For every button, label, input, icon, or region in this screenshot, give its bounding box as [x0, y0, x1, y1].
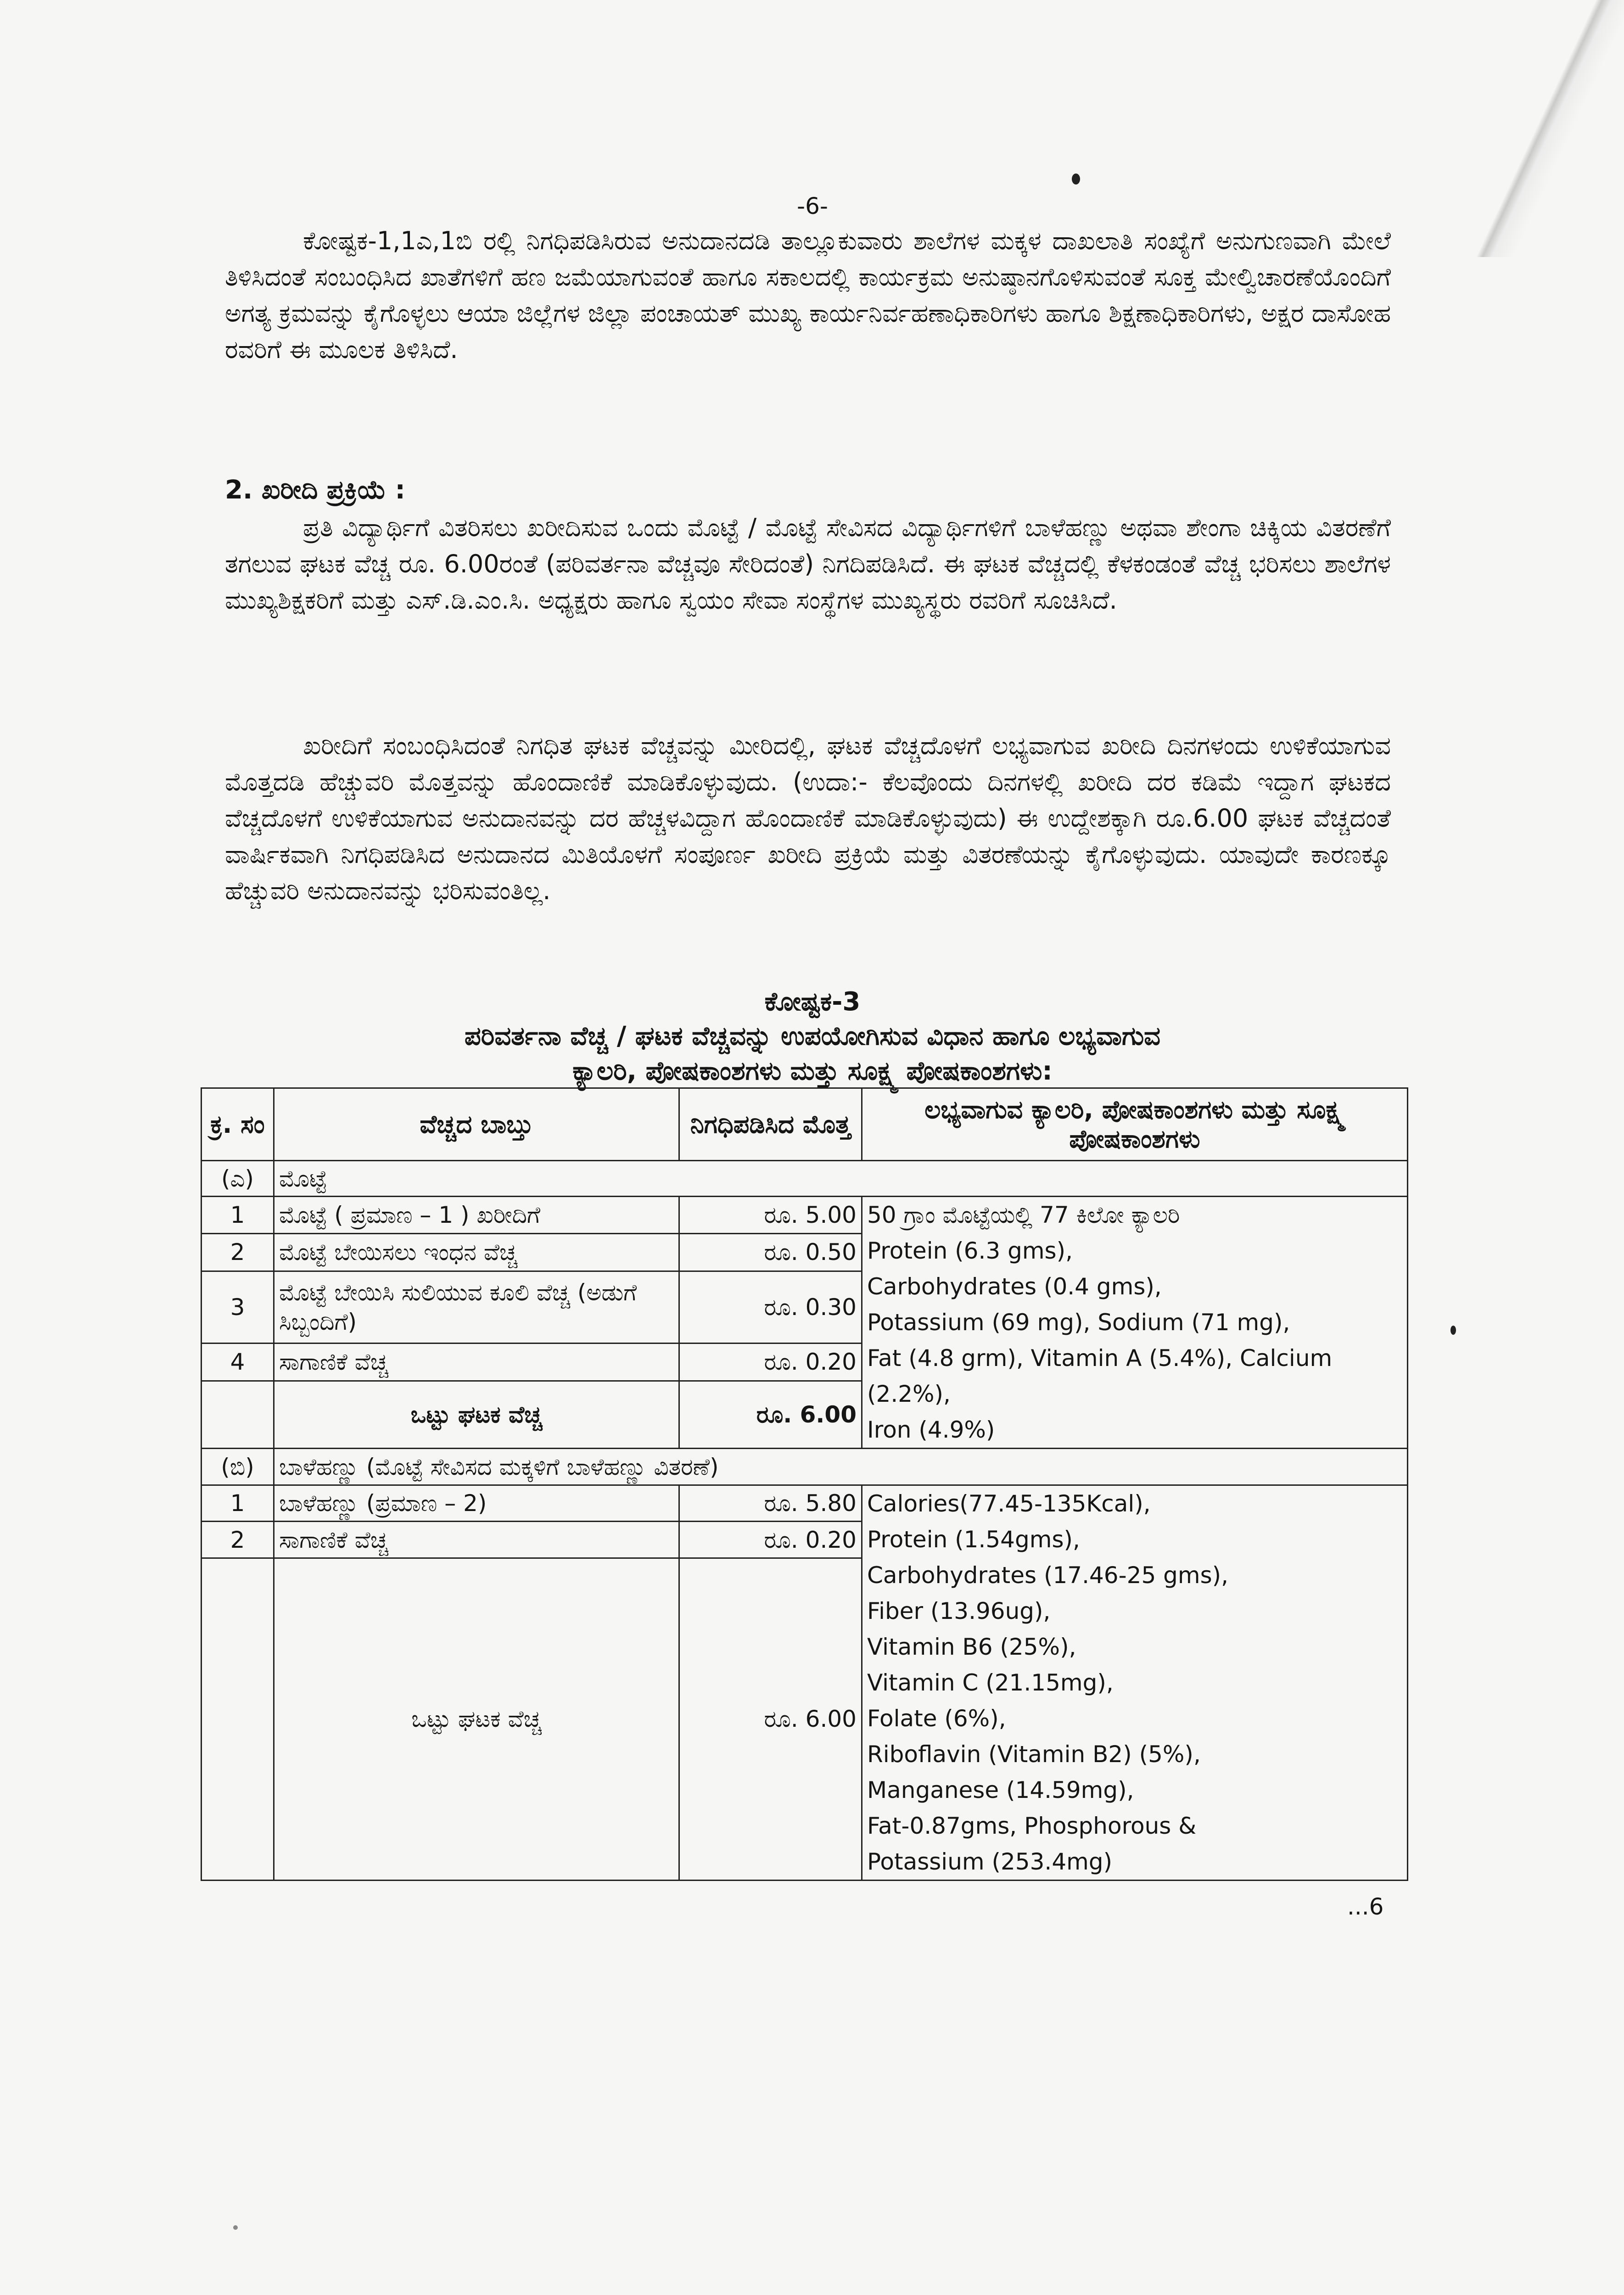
scan-speck [1072, 174, 1080, 185]
header-expense-item: ವೆಚ್ಚದ ಬಾಬ್ತು [274, 1088, 679, 1161]
total-amount: ರೂ. 6.00 [679, 1558, 862, 1880]
nutrient-line: Carbohydrates (0.4 gms), [867, 1273, 1162, 1300]
nutrient-line: Fat-0.87gms, Phosphorous & [867, 1813, 1197, 1839]
scan-speck [1450, 1326, 1456, 1335]
header-allotted-amount: ನಿಗಧಿಪಡಿಸಿದ ಮೊತ್ತ [679, 1088, 862, 1161]
row-amount: ರೂ. 5.80 [679, 1485, 862, 1522]
section-label: (ಬಿ) [202, 1449, 274, 1485]
table-caption-subtitle: ಕ್ಯಾಲರಿ, ಪೋಷಕಾಂಶಗಳು ಮತ್ತು ಸೂಕ್ಷ್ಮ ಪೋಷಕಾಂಶಗಳು: [572, 1056, 1053, 1086]
section-row-egg [202, 1161, 1408, 1197]
nutrient-line: Fiber (13.96ug), [867, 1598, 1051, 1624]
table-caption-title: ಪರಿವರ್ತನಾ ವೆಚ್ಚ / ಘಟಕ ವೆಚ್ಚವನ್ನು ಉಪಯೋಗಿಸುವ ವಿಧಾನ ಹಾಗೂ ಲಭ್ಯವಾಗುವ [464, 1021, 1161, 1051]
section-row-banana [202, 1449, 1408, 1485]
paragraph-unit-cost: ಪ್ರತಿ ವಿದ್ಯಾರ್ಥಿಗೆ ವಿತರಿಸಲು ಖರೀದಿಸುವ ಒಂದು ಮೊಟ್ಟೆ / ಮೊಟ್ಟೆ ಸೇವಿಸದ ವಿದ್ಯಾರ್ಥಿಗಳಿಗೆ ಬಾಳೆಹಣ್ಣು ಅಥವಾ ಶೇಂಗಾ ಚಿಕ್ಕಿಯ ವಿತರಣೆಗೆ ತಗಲುವ ಘಟಕ ವೆಚ್ಚ ರೂ. 6.00ರಂತೆ (ಪರಿವರ್ತನಾ ವೆಚ್ಚವೂ ಸೇರಿದಂತೆ) ನಿಗದಿಪಡಿಸಿದೆ. ಈ ಘಟಕ ವೆಚ್ಚದಲ್ಲಿ ಕೆಳಕಂಡಂತೆ ವೆಚ್ಚ ಭರಿಸಲು ಶಾಲೆಗಳ ಮುಖ್ಯಶಿಕ್ಷಕರಿಗೆ ಮತ್ತು ಎಸ್.ಡಿ.ಎಂ.ಸಿ. ಅಧ್ಯಕ್ಷರು ಹಾಗೂ ಸ್ವಯಂ ಸೇವಾ ಸಂಸ್ಥೆಗಳ ಮುಖ್ಯಸ್ಥರು ರವರಿಗೆ ಸೂಚಿಸಿದೆ. [225, 513, 1391, 615]
scan-speck [233, 2225, 238, 2230]
row-item: ಮೊಟ್ಟೆ ( ಪ್ರಮಾಣ – 1 ) ಖರೀದಿಗೆ [274, 1197, 679, 1234]
row-item: ಬಾಳೆಹಣ್ಣು (ಪ್ರಮಾಣ – 2) [274, 1485, 679, 1522]
nutrient-line: (2.2%), [867, 1381, 951, 1407]
nutrient-line: Potassium (253.4mg) [867, 1848, 1113, 1875]
row-serial: 1 [202, 1197, 274, 1234]
total-amount: ರೂ. 6.00 [679, 1381, 862, 1448]
nutrient-line: Potassium (69 mg), Sodium (71 mg), [867, 1309, 1290, 1336]
nutrient-line: Protein (6.3 gms), [867, 1237, 1073, 1264]
nutrient-line: Fat (4.8 grm), Vitamin A (5.4%), Calcium [867, 1345, 1333, 1371]
nutrient-line: 50 ಗ್ರಾಂ ಮೊಟ್ಟೆಯಲ್ಲಿ 77 ಕಿಲೋ ಕ್ಯಾಲರಿ [867, 1202, 1180, 1228]
section-heading-purchase-process: 2. ಖರೀದಿ ಪ್ರಕ್ರಿಯೆ : [225, 475, 405, 505]
row-item: ಮೊಟ್ಟೆ ಬೇಯಿಸಿ ಸುಲಿಯುವ ಕೂಲಿ ವೆಚ್ಚ (ಅಡುಗೆ ಸಿಬ್ಬಂದಿಗೆ) [274, 1271, 679, 1343]
row-serial: 1 [202, 1485, 274, 1522]
table-caption-number: ಕೋಷ್ಟಕ-3 [764, 987, 861, 1017]
row-serial: 2 [202, 1234, 274, 1271]
total-label: ಒಟ್ಟು ಘಟಕ ವೆಚ್ಚ [274, 1558, 679, 1880]
row-item: ಸಾಗಾಣಿಕೆ ವೆಚ್ಚ [274, 1522, 679, 1558]
row-item: ಮೊಟ್ಟೆ ಬೇಯಿಸಲು ಇಂಧನ ವೆಚ್ಚ [274, 1234, 679, 1271]
row-amount: ರೂ. 0.30 [679, 1271, 862, 1343]
page-number: -6- [797, 193, 828, 219]
nutrient-line: Carbohydrates (17.46-25 gms), [867, 1562, 1229, 1589]
total-label: ಒಟ್ಟು ಘಟಕ ವೆಚ್ಚ [274, 1381, 679, 1448]
nutrient-line: Manganese (14.59mg), [867, 1777, 1134, 1803]
cost-nutrient-table [201, 1087, 1408, 1881]
header-serial: ಕ್ರ. ಸಂ [202, 1088, 274, 1161]
row-serial: 3 [202, 1271, 274, 1343]
nutrient-line: Vitamin B6 (25%), [867, 1634, 1076, 1660]
section-label: (ಎ) [202, 1161, 274, 1197]
row-serial: 4 [202, 1343, 274, 1381]
section-title: ಬಾಳೆಹಣ್ಣು (ಮೊಟ್ಟೆ ಸೇವಿಸದ ಮಕ್ಕಳಿಗೆ ಬಾಳೆಹಣ್ಣು ವಿತರಣೆ) [274, 1449, 1408, 1485]
page-fold-shadow [1446, 0, 1624, 257]
row-amount: ರೂ. 5.00 [679, 1197, 862, 1234]
nutrient-line: Vitamin C (21.15mg), [867, 1669, 1114, 1696]
continued-marker: ...6 [1347, 1893, 1384, 1920]
row-serial: 2 [202, 1522, 274, 1558]
section-title: ಮೊಟ್ಟೆ [274, 1161, 1408, 1197]
nutrient-list-egg [862, 1197, 1408, 1449]
row-amount: ರೂ. 0.20 [679, 1522, 862, 1558]
nutrient-line: Folate (6%), [867, 1705, 1006, 1732]
paragraph-purchase-adjustment: ಖರೀದಿಗೆ ಸಂಬಂಧಿಸಿದಂತೆ ನಿಗಧಿತ ಘಟಕ ವೆಚ್ಚವನ್ನು ಮೀರಿದಲ್ಲಿ, ಘಟಕ ವೆಚ್ಚದೊಳಗೆ ಲಭ್ಯವಾಗುವ ಖರೀದಿ ದಿನಗಳಂದು ಉಳಿಕೆಯಾಗುವ ಮೊತ್ತದಡಿ ಹೆಚ್ಚುವರಿ ಮೊತ್ತವನ್ನು ಹೊಂದಾಣಿಕೆ ಮಾಡಿಕೊಳ್ಳುವುದು. (ಉದಾ:- ಕೆಲವೊಂದು ದಿನಗಳಲ್ಲಿ ಖರೀದಿ ದರ ಕಡಿಮೆ ಇದ್ದಾಗ ಘಟಕದ ವೆಚ್ಚದೊಳಗೆ ಉಳಿಕೆಯಾಗುವ ಅನುದಾನವನ್ನು ದರ ಹೆಚ್ಚಳವಿದ್ದಾಗ ಹೊಂದಾಣಿಕೆ ಮಾಡಿಕೊಳ್ಳುವುದು) ಈ ಉದ್ದೇಶಕ್ಕಾಗಿ ರೂ.6.00 ಘಟಕ ವೆಚ್ಚದಂತೆ ವಾರ್ಷಿಕವಾಗಿ ನಿಗಧಿಪಡಿಸಿದ ಅನುದಾನದ ಮಿತಿಯೊಳಗೆ ಸಂಪೂರ್ಣ ಖರೀದಿ ಪ್ರಕ್ರಿಯೆ ಮತ್ತು ವಿತರಣೆಯನ್ನು ಕೈಗೊಳ್ಳುವುದು. ಯಾವುದೇ ಕಾರಣಕ್ಕೂ ಹೆಚ್ಚುವರಿ ಅನುದಾನವನ್ನು ಭರಿಸುವಂತಿಲ್ಲ. [225, 731, 1391, 905]
row-amount: ರೂ. 0.50 [679, 1234, 862, 1271]
header-nutrients: ಲಭ್ಯವಾಗುವ ಕ್ಯಾಲರಿ, ಪೋಷಕಾಂಶಗಳು ಮತ್ತು ಸೂಕ್ಷ್ಮ ಪೋಷಕಾಂಶಗಳು [862, 1088, 1408, 1161]
nutrient-list-banana [862, 1485, 1408, 1881]
nutrient-line: Protein (1.54gms), [867, 1526, 1080, 1553]
paragraph-intro: ಕೋಷ್ಟಕ-1,1ಎ,1ಬಿ ರಲ್ಲಿ ನಿಗಧಿಪಡಿಸಿರುವ ಅನುದಾನದಡಿ ತಾಲ್ಲೂಕುವಾರು ಶಾಲೆಗಳ ಮಕ್ಕಳ ದಾಖಲಾತಿ ಸಂಖ್ಯೆಗೆ ಅನುಗುಣವಾಗಿ ಮೇಲೆ ತಿಳಿಸಿದಂತೆ ಸಂಬಂಧಿಸಿದ ಖಾತೆಗಳಿಗೆ ಹಣ ಜಮೆಯಾಗುವಂತೆ ಹಾಗೂ ಸಕಾಲದಲ್ಲಿ ಕಾರ್ಯಕ್ರಮ ಅನುಷ್ಠಾನಗೊಳಿಸುವಂತೆ ಸೂಕ್ತ ಮೇಲ್ವಿಚಾರಣೆಯೊಂದಿಗೆ ಅಗತ್ಯ ಕ್ರಮವನ್ನು ಕೈಗೊಳ್ಳಲು ಆಯಾ ಜಿಲ್ಲೆಗಳ ಜಿಲ್ಲಾ ಪಂಚಾಯತ್ ಮುಖ್ಯ ಕಾರ್ಯನಿರ್ವಹಣಾಧಿಕಾರಿಗಳು ಹಾಗೂ ಶಿಕ್ಷಣಾಧಿಕಾರಿಗಳು, ಅಕ್ಷರ ದಾಸೋಹ ರವರಿಗೆ ಈ ಮೂಲಕ ತಿಳಿಸಿದೆ. [225, 226, 1391, 364]
table-row [202, 1197, 1408, 1234]
row-amount: ರೂ. 0.20 [679, 1343, 862, 1381]
row-item: ಸಾಗಾಣಿಕೆ ವೆಚ್ಚ [274, 1343, 679, 1381]
table-header-row [202, 1088, 1408, 1161]
table-row [202, 1485, 1408, 1522]
nutrient-line: Iron (4.9%) [867, 1416, 995, 1443]
nutrient-line: Riboflavin (Vitamin B2) (5%), [867, 1741, 1201, 1768]
nutrient-line: Calories(77.45-135Kcal), [867, 1490, 1151, 1517]
